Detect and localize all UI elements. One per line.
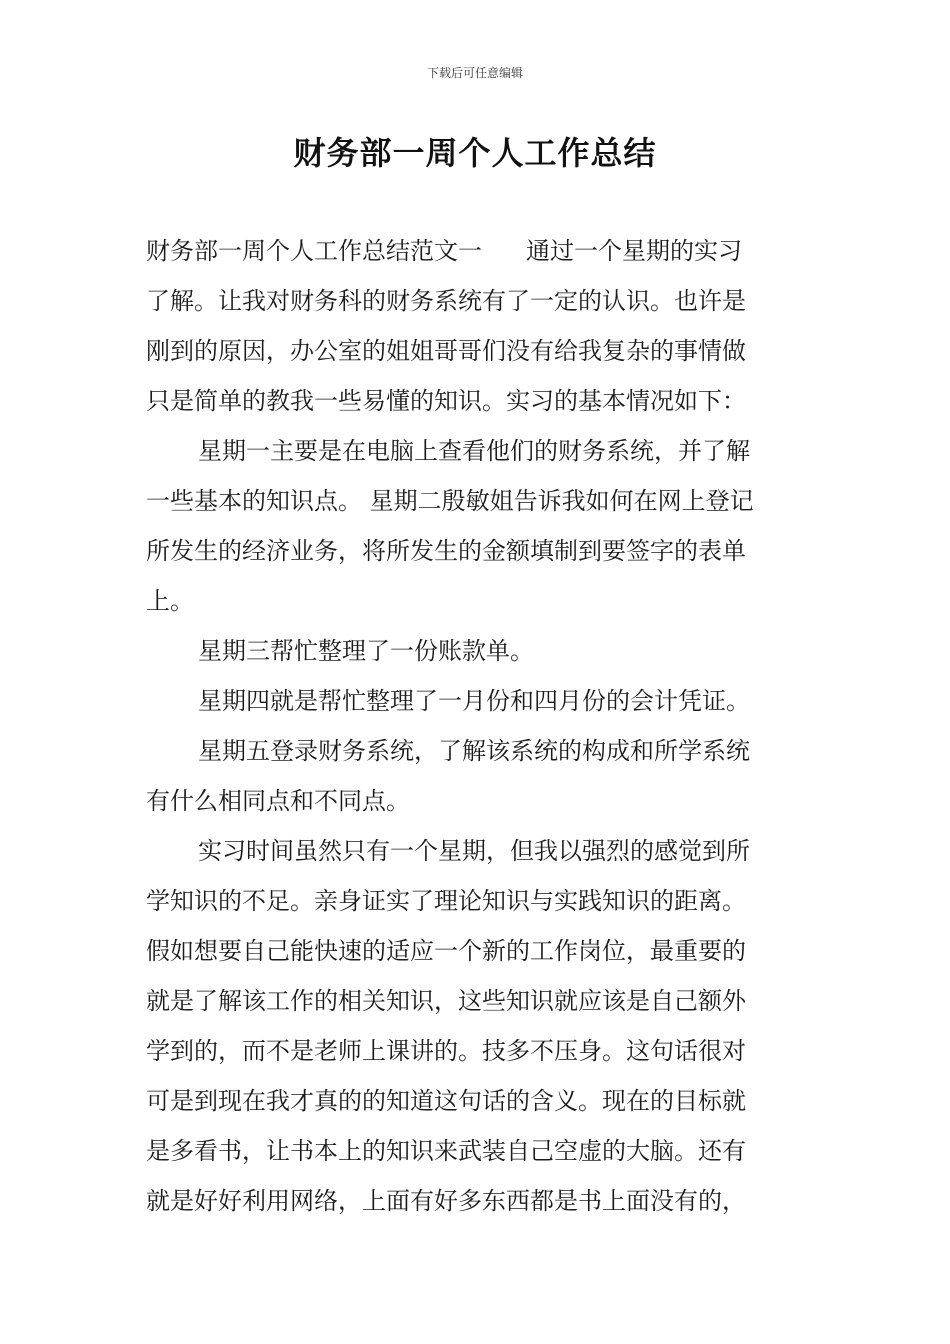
- body-line: 学到的，而不是老师上课讲的。技多不压身。这句话很对: [146, 1037, 746, 1065]
- body-line: 假如想要自己能快速的适应一个新的工作岗位，最重要的: [146, 937, 746, 965]
- paragraph-first-line: 星期五登录财务系统，了解该系统的构成和所学系统: [198, 737, 750, 765]
- body-line: [146, 226, 806, 276]
- body-line: 学知识的不足。亲身证实了理论知识与实践知识的距离。: [146, 887, 746, 915]
- document-title: 财务部一周个人工作总结: [293, 134, 657, 172]
- body-line: 有什么相同点和不同点。: [146, 787, 410, 815]
- body-line: 只是简单的教我一些易懂的知识。实习的基本情况如下：: [146, 387, 746, 415]
- header-note: 下载后可任意编辑: [426, 66, 523, 80]
- body-line: 就是好好利用网络，上面有好多东西都是书上面没有的，: [146, 1187, 746, 1215]
- body-line: 一些基本的知识点。 星期二殷敏姐告诉我如何在网上登记: [146, 487, 754, 515]
- body-line-lead: 财务部一周个人工作总结范文一: [146, 237, 482, 265]
- body-line: 刚到的原因，办公室的姐姐哥哥们没有给我复杂的事情做: [146, 337, 746, 365]
- paragraph-first-line: 星期一主要是在电脑上查看他们的财务系统，并了解: [198, 437, 750, 465]
- document-body: [146, 226, 806, 1226]
- body-line: 就是了解该工作的相关知识，这些知识就应该是自己额外: [146, 987, 746, 1015]
- paragraph-first-line: 实习时间虽然只有一个星期，但我以强烈的感觉到所: [198, 837, 750, 865]
- body-line: 了解。让我对财务科的财务系统有了一定的认识。也许是: [146, 287, 746, 315]
- paragraph-first-line: 星期四就是帮忙整理了一月份和四月份的会计凭证。: [198, 687, 750, 715]
- body-line-tail: 通过一个星期的实习: [526, 237, 742, 265]
- body-line: 上。: [146, 587, 194, 615]
- body-line: 可是到现在我才真的的知道这句话的含义。现在的目标就: [146, 1087, 746, 1115]
- body-line: 所发生的经济业务，将所发生的金额填制到要签字的表单: [146, 537, 746, 565]
- paragraph-first-line: 星期三帮忙整理了一份账款单。: [198, 637, 534, 665]
- body-line: 是多看书，让书本上的知识来武装自己空虚的大脑。还有: [146, 1137, 746, 1165]
